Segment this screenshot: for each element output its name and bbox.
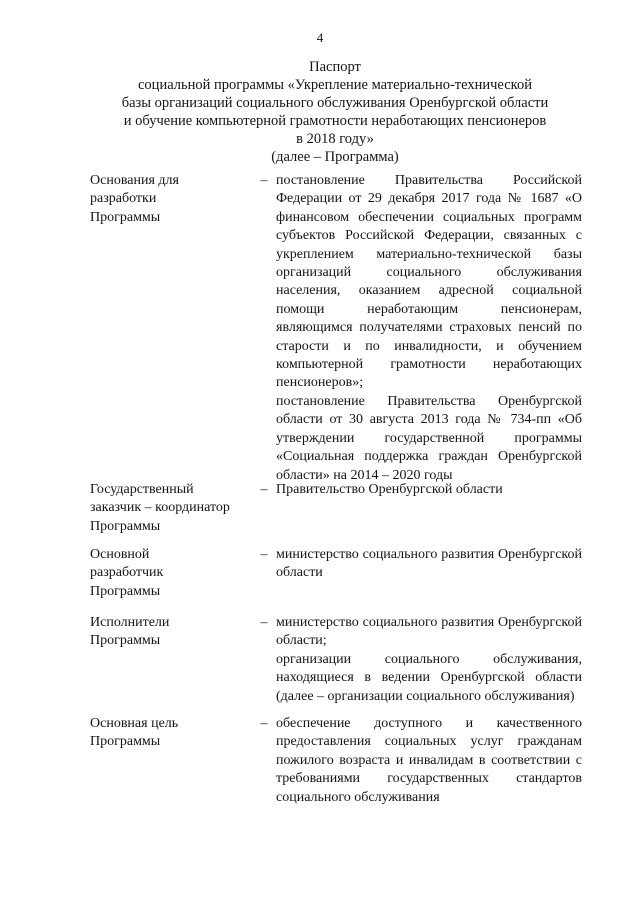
- label-line: Программы: [90, 209, 161, 225]
- title-line: в 2018 году»: [296, 131, 374, 147]
- title-line: (далее – Программа): [271, 149, 399, 165]
- label-line: Государственный: [90, 482, 194, 497]
- title-line: и обучение компьютерной грамотности неработающих пенсионеров: [123, 113, 547, 129]
- row-value: [276, 481, 582, 499]
- value-paragraph: министерство социального развития Оренбургской области;: [276, 615, 582, 649]
- label-line: заказчик – координатор: [90, 500, 230, 516]
- label-line: Программы: [90, 734, 161, 750]
- value-paragraph: постановление Правительства Оренбургской области от 30 августа 2013 года № 734-пп «Об утверждении государственной программы «Социальная поддержка граждан Оренбургской области» на 2014 – 2020 годы: [276, 393, 582, 483]
- row-label: [90, 172, 250, 227]
- title-line: базы организаций социального обслуживания Оренбургской области: [121, 95, 549, 111]
- row-value: [276, 172, 582, 485]
- value-paragraph: организации социального обслуживания, находящиеся в ведении Оренбургской области (далее – организации социального обслуживания): [276, 651, 582, 704]
- value-paragraph: Правительство Оренбургской области: [276, 482, 503, 497]
- row-dash: –: [260, 547, 268, 562]
- row-value: [276, 715, 582, 807]
- row-value: [276, 546, 582, 583]
- label-line: разработчик: [90, 565, 164, 581]
- row-dash: –: [260, 716, 268, 731]
- document-title: [90, 58, 580, 166]
- value-paragraph: министерство социального развития Оренбургской области: [276, 547, 582, 581]
- page-number: 4: [316, 30, 324, 45]
- label-line: Программы: [90, 518, 161, 534]
- label-line: Исполнители: [90, 615, 170, 630]
- row-dash: –: [260, 173, 268, 188]
- label-line: Основной: [90, 547, 150, 562]
- row-label: [90, 481, 250, 536]
- label-line: Основная цель: [90, 716, 179, 731]
- row-label: [90, 715, 250, 752]
- row-label: [90, 546, 250, 601]
- row-dash: –: [260, 482, 268, 497]
- label-line: разработки: [90, 191, 157, 207]
- value-paragraph: обеспечение доступного и качественного предоставления социальных услуг гражданам пожилого возраста и инвалидам в соответствии с требованиями государственных стандартов социального обслуживания: [276, 716, 582, 805]
- row-value: [276, 614, 582, 706]
- label-line: Программы: [90, 633, 161, 649]
- row-dash: –: [260, 615, 268, 630]
- title-line: социальной программы «Укрепление материально-технической: [138, 77, 532, 93]
- row-label: [90, 614, 250, 651]
- title-line: Паспорт: [309, 59, 361, 75]
- label-line: Основания для: [90, 173, 179, 188]
- label-line: Программы: [90, 583, 161, 599]
- value-paragraph: постановление Правительства Российской Федерации от 29 декабря 2017 года № 1687 «О финансовом обеспечении социальных программ субъектов Российской Федерации, связанных с укреплением материально-технической базы организаций социального обслуживания населения, оказанием адресной социальной помощи неработающим пенсионерам, являющимся получателями страховых пенсий по старости и по инвалидности, и обучением компьютерной грамотности неработающих пенсионеров»;: [276, 173, 582, 391]
